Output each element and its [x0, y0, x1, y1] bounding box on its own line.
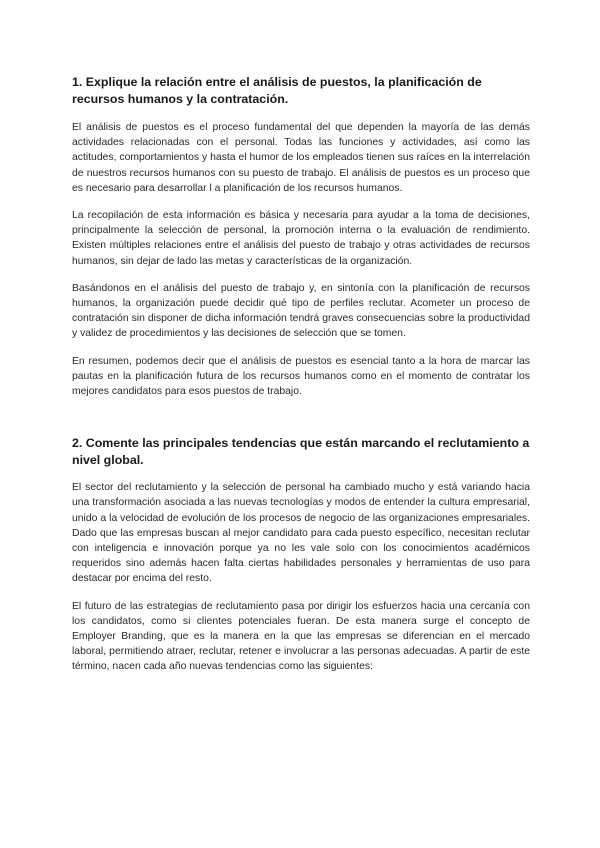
- paragraph: Basándonos en el análisis del puesto de trabajo y, en sintonía con la planificación de recursos humanos, la organización puede decidir qué tipo de perfiles reclutar. Acometer un proceso de contratación sin disponer de dicha información tendrá graves consecuencias sobre la productividad y validez de procedimientos y las decisiones de selección que se tomen.: [72, 282, 530, 340]
- paragraph: En resumen, podemos decir que el análisis de puestos es esencial tanto a la hora de marcar las pautas en la planificación futura de los recursos humanos como en el momento de contratar los mejores candidatos para esos puestos de trabajo.: [72, 355, 530, 398]
- paragraph: El sector del reclutamiento y la selección de personal ha cambiado mucho y está variando hacia una transformación asociada a las nuevas tecnologías y modos de entender la cultura empresarial, unido a la velocidad de evolución de los procesos de negocio de las organizaciones empresariales. Dado que las empresas buscan al mejor candidato para cada puesto específico, necesitan reclutar con inteligencia e innovación porque ya no les vale solo con los conocimientos académicos requeridos sino además hacen falta ciertas habilidades personales y herramientas de uso para destacar por encima del resto.: [72, 482, 530, 585]
- document-page: [72, 74, 530, 675]
- paragraph: La recopilación de esta información es básica y necesaria para ayudar a la toma de decisiones, principalmente la selección de personal, la promoción interna o la evaluación de rendimiento. Existen múltiples relaciones entre el análisis del puesto de trabajo y otras actividades de recursos humanos, sin dejar de lado las metas y características de la organización.: [72, 210, 530, 267]
- section-2: [72, 435, 530, 674]
- section-heading: 2. Comente las principales tendencias que están marcando el reclutamiento a nivel global.: [72, 436, 530, 468]
- section-heading: 1. Explique la relación entre el análisis de puestos, la planificación de recursos humanos y la contratación.: [72, 75, 482, 106]
- paragraph: El futuro de las estrategias de reclutamiento pasa por dirigir los esfuerzos hacia una cercanía con los candidatos, como si clientes potenciales fueran. De esta manera surge el concepto de Employer Branding, que es la manera en la que las empresas se diferencian en el mercado laboral, permitiendo atraer, reclutar, retener e involucrar a las personas adecuadas. A partir de este término, nacen cada año nuevas tendencias como las siguientes:: [72, 600, 530, 673]
- paragraph: El análisis de puestos es el proceso fundamental del que dependen la mayoría de las demás actividades relacionadas con el personal. Todas las funciones y actividades, así como las actitudes, comportamientos y hasta el humor de los empleados tienen sus raíces en la interrelación de nuestros recursos humanos con su puesto de trabajo. El análisis de puestos es un proceso que es necesario para desarrollar l a planificación de los recursos humanos.: [72, 122, 530, 194]
- section-1: [72, 74, 530, 399]
